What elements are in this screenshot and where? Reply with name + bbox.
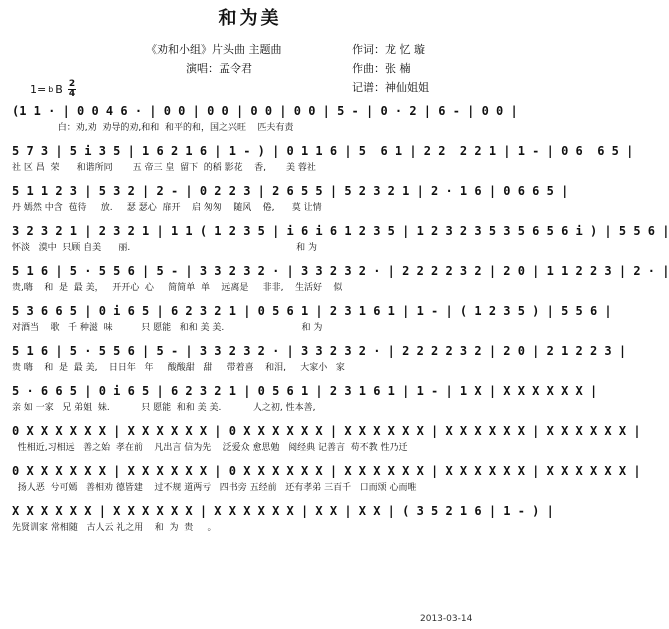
notes-line: 3 2 3 2 1 | 2 3 2 1 | 1 1 ( 1 2 3 5 | i 6 i 6 1 2 3 5 | 1 2 3 2 3 5 3 5 6 5 6 i ) | 5 5 6 | xyxy=(12,224,669,238)
notes-line: 5 1 1 2 3 | 5 3 2 | 2 - | 0 2 2 3 | 2 6 5 5 | 5 2 3 2 1 | 2 · 1 6 | 0 6 6 5 | xyxy=(12,184,569,198)
notes-line: 0 X X X X X X | X X X X X X | 0 X X X X X X | X X X X X X | X X X X X X | X X X X X X | xyxy=(12,424,641,438)
singer-credit: 演唱：孟令君 xyxy=(186,62,252,75)
score-row xyxy=(12,222,669,262)
lyrics-line: 亲 如 一家 兄 弟姐 妹. 只 愿能 和和 美 美. 人之初, 性本善, xyxy=(12,403,316,413)
key-flat-sign: b xyxy=(48,85,54,94)
score-row xyxy=(12,342,627,382)
notes-line: 5 1 6 | 5 · 5 5 6 | 5 - | 3 3 2 3 2 · | 3 3 2 3 2 · | 2 2 2 2 3 2 | 2 0 | 1 1 2 2 3 | 2 · | xyxy=(12,264,669,278)
score-row xyxy=(12,182,569,222)
lyrics-line: 怀淡 漠中 只顾 自美 丽. 和 为 xyxy=(12,243,317,253)
notes-line: 5 7 3 | 5 i 3 5 | 1 6 2 1 6 | 1 - ) | 0 1 1 6 | 5 6 1 | 2 2 2 2 1 | 1 - | 0 6 6 5 | xyxy=(12,144,634,158)
notes-line: 5 · 6 6 5 | 0 i 6 5 | 6 2 3 2 1 | 0 5 6 1 | 2 3 1 6 1 | 1 - | 1 X | X X X X X X | xyxy=(12,384,598,398)
key-note: B xyxy=(55,83,63,96)
notes-line: 5 3 6 6 5 | 0 i 6 5 | 6 2 3 2 1 | 0 5 6 1 | 2 3 1 6 1 | 1 - | ( 1 2 3 5 ) | 5 5 6 | xyxy=(12,304,612,318)
notes-line: X X X X X X | X X X X X X | X X X X X X | X X | X X | ( 3 5 2 1 6 | 1 - ) | xyxy=(12,504,554,518)
lyrics-line: 对酒当 歌 千 种滋 味 只 愿能 和和 美 美. 和 为 xyxy=(12,323,323,333)
time-signature-bottom: 4 xyxy=(68,89,76,99)
time-signature xyxy=(68,80,76,99)
score-row xyxy=(12,102,518,142)
transcription-date: 2013-03-14 xyxy=(420,614,473,624)
subtitle: 《劝和小组》片头曲 主题曲 xyxy=(146,43,282,56)
time-signature-top: 2 xyxy=(68,79,76,89)
lyrics-line: 社 区 昌 荣 和谐所同 五 帝三 皇 留下 的稻 影花 香, 美 蓉社 xyxy=(12,163,316,173)
score-row xyxy=(12,302,612,342)
key-signature xyxy=(30,80,76,99)
lyrics-line: 性相近,习相远 善之始 孝在前 凡出言 信为先 泛爱众 愈思勉 阅经典 记善言 苟不教 性乃迁 xyxy=(12,443,408,453)
score-row xyxy=(12,382,598,422)
key-label: 1= xyxy=(30,83,47,96)
notes-line: 0 X X X X X X | X X X X X X | 0 X X X X X X | X X X X X X | X X X X X X | X X X X X X | xyxy=(12,464,641,478)
score-row xyxy=(12,142,634,182)
lyrics-line: 丹 嫣然 中含 苞待 放. 瑟 瑟心 扉开 启 匆匆 随风 倦, 莫 让情 xyxy=(12,203,322,213)
lyrics-line: 贵,嗨 和 是 最 美， 开开心 心 简简单 单 远离是 非非, 生活好 似 xyxy=(12,283,343,293)
score-row xyxy=(12,262,669,302)
notes-line: (1 1 · | 0 0 4 6 · | 0 0 | 0 0 | 0 0 | 0 0 | 5 - | 0 · 2 | 6 - | 0 0 | xyxy=(12,104,518,118)
lyrics-line: 扬人恶 兮可嫣 善相劝 德皆建 过不规 道两亏 四书旁 五经前 还有孝弟 三百千 口而颂 心而唯 xyxy=(12,483,417,493)
lyrics-line: 贵 嗨 和 是 最 美, 日日年 年 酸酸甜 甜 带着喜 和泪, 大家小 家 xyxy=(12,363,345,373)
lyrics-line: 先贤训家 常相随 古人云 礼之用 和 为 贵 。 xyxy=(12,523,217,533)
transcriber-credit: 记谱：神仙姐姐 xyxy=(352,81,429,94)
notes-line: 5 1 6 | 5 · 5 5 6 | 5 - | 3 3 2 3 2 · | 3 3 2 3 2 · | 2 2 2 2 3 2 | 2 0 | 2 1 2 2 3 | xyxy=(12,344,627,358)
score xyxy=(12,102,669,542)
score-row xyxy=(12,502,554,542)
song-title: 和为美 xyxy=(218,8,282,29)
composer-credit: 作曲：张 楠 xyxy=(352,62,411,75)
lyrics-line: 白：劝,劝 劝导的劝,和和 和平的和，国之兴旺 匹夫有责 xyxy=(12,123,294,133)
score-row xyxy=(12,422,641,462)
lyricist-credit: 作词：龙 忆 璇 xyxy=(352,43,425,56)
score-row xyxy=(12,462,641,502)
